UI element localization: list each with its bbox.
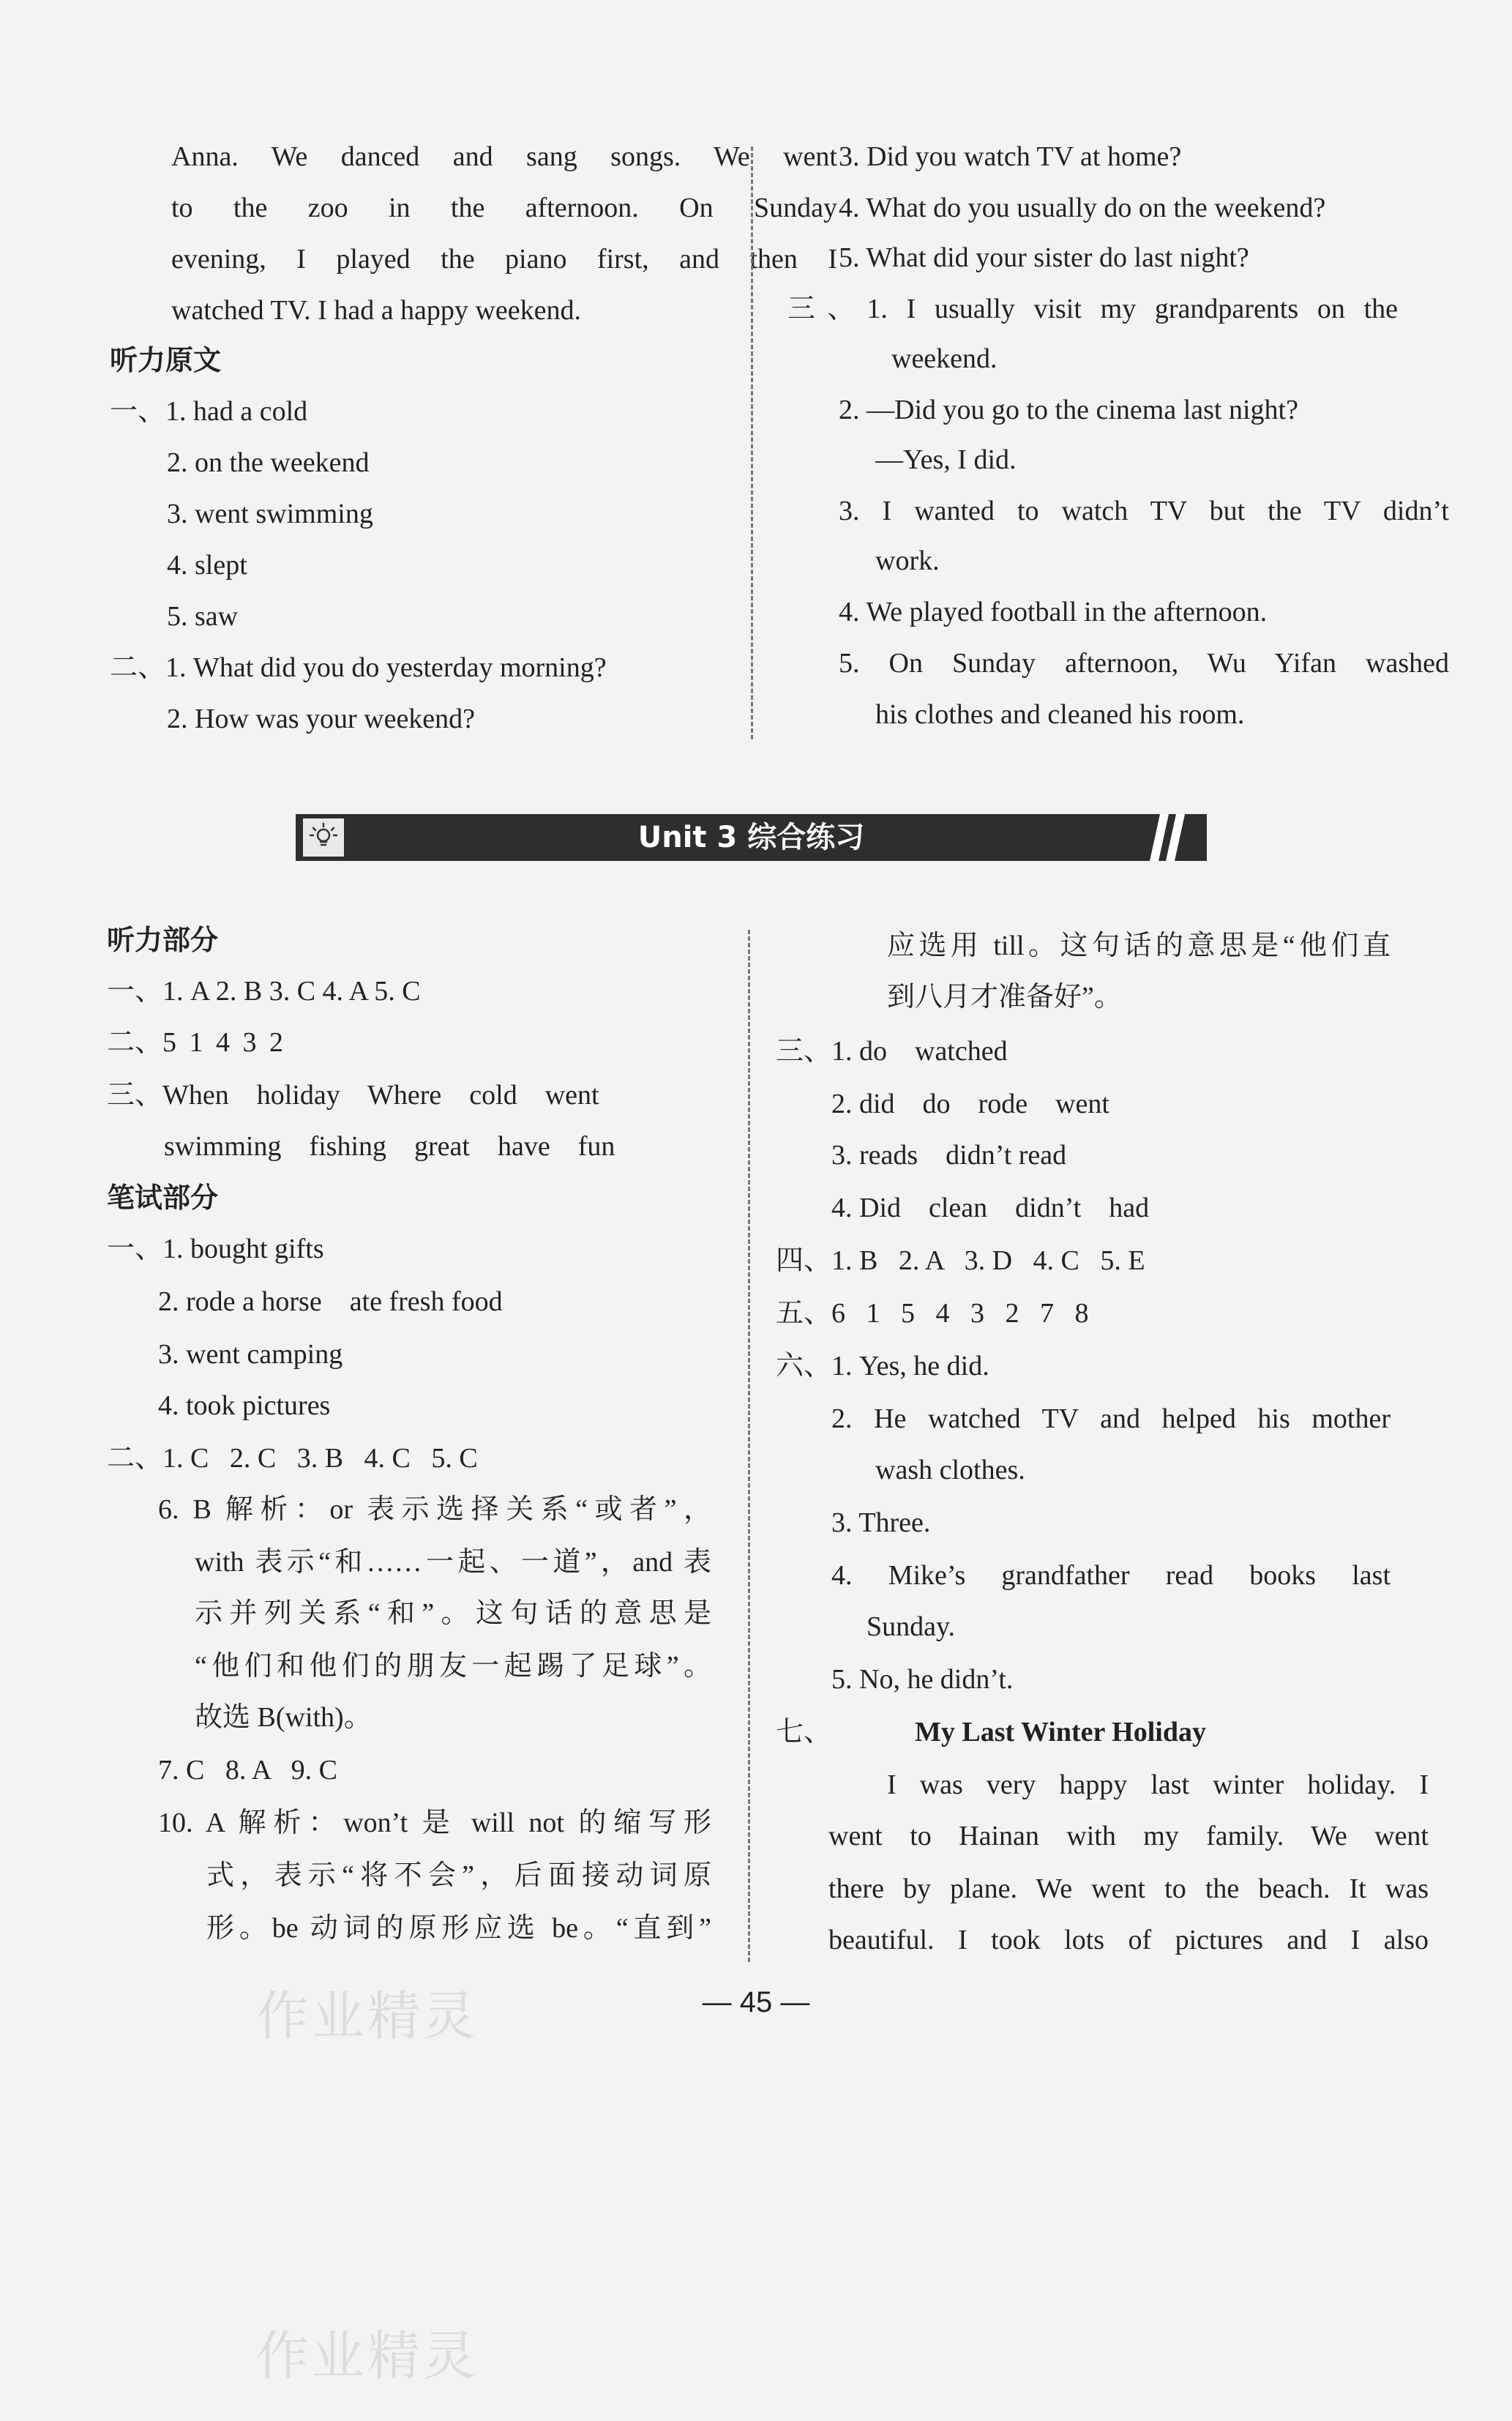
answer-line: 3. reads didn’t read xyxy=(831,1140,1067,1171)
list-item: 5. On Sunday afternoon, Wu Yifan washed xyxy=(839,648,1449,679)
watermark: 作业精灵 xyxy=(256,1985,479,2047)
explanation-line: 应选用 till。这句话的意思是“他们直 xyxy=(887,930,1391,961)
text-line: to the zoo in the afternoon. On Sunday xyxy=(171,193,837,223)
page-number: — 45 — xyxy=(702,1986,810,2018)
explanation-line: 故选 B(with)。 xyxy=(195,1702,372,1733)
essay-label: 七、 xyxy=(776,1717,832,1747)
list-item: 4. slept xyxy=(167,550,247,581)
answer-line: 2. He watched TV and helped his mother xyxy=(831,1403,1391,1434)
list-item: work. xyxy=(875,545,940,576)
answer-line: 三、1. do watched xyxy=(776,1036,1008,1067)
text-line: watched TV. I had a happy weekend. xyxy=(171,295,581,326)
answer-line: 四、1. B 2. A 3. D 4. C 5. E xyxy=(776,1245,1145,1276)
essay-line: I was very happy last winter holiday. I xyxy=(887,1769,1429,1800)
list-item: 2. —Did you go to the cinema last night? xyxy=(839,395,1298,425)
list-item: 二、1. What did you do yesterday morning? xyxy=(110,652,607,683)
essay-line: there by plane. We went to the beach. It was xyxy=(828,1873,1429,1904)
banner-stripes xyxy=(1145,814,1197,861)
answer-line: Sunday. xyxy=(867,1611,956,1642)
list-item: 3. Did you watch TV at home? xyxy=(839,141,1182,172)
answer-line: 二、1. C 2. C 3. B 4. C 5. C xyxy=(107,1443,478,1474)
answer-line: 4. took pictures xyxy=(158,1390,331,1421)
explanation-line: “他们和他们的朋友一起踢了足球”。 xyxy=(195,1651,711,1682)
section-heading: 听力部分 xyxy=(107,924,219,956)
section-heading: 听力原文 xyxy=(110,344,222,376)
answer-line: 7. C 8. A 9. C xyxy=(158,1755,337,1786)
answer-line: 三、When holiday Where cold went xyxy=(107,1080,599,1111)
explanation-line: 示并列关系“和”。这句话的意思是 xyxy=(195,1598,711,1629)
answer-line: wash clothes. xyxy=(875,1455,1025,1485)
unit-title: Unit 3 综合练习 xyxy=(637,821,865,854)
list-item: weekend. xyxy=(891,343,998,374)
list-item: 4. What do you usually do on the weekend? xyxy=(839,193,1326,223)
answer-line: 2. rode a horse ate fresh food xyxy=(158,1286,503,1317)
answer-line: 4. Mike’s grandfather read books last xyxy=(831,1560,1391,1591)
answer-line: swimming fishing great have fun xyxy=(164,1131,615,1162)
answer-line: 二、5 1 4 3 2 xyxy=(107,1027,284,1058)
text-line: evening, I played the piano first, and then I xyxy=(171,244,837,275)
column-divider-bottom xyxy=(748,930,750,1962)
answer-line: 3. Three. xyxy=(831,1507,931,1538)
essay-line: went to Hainan with my family. We went xyxy=(828,1821,1429,1851)
list-item: —Yes, I did. xyxy=(875,444,1017,475)
explanation-line: 到八月才准备好”。 xyxy=(887,982,1122,1012)
explanation-line: 6. B 解析：or 表示选择关系“或者”， xyxy=(158,1494,711,1525)
answer-line: 一、1. A 2. B 3. C 4. A 5. C xyxy=(107,976,421,1007)
explanation-line: 形。be 动词的原形应选 be。“直到” xyxy=(206,1913,711,1944)
essay-title: My Last Winter Holiday xyxy=(915,1717,1206,1747)
column-divider-top xyxy=(751,146,753,739)
text-line: Anna. We danced and sang songs. We went xyxy=(171,141,837,172)
list-item: 2. on the weekend xyxy=(167,447,370,478)
essay-line: beautiful. I took lots of pictures and I also xyxy=(828,1925,1429,1955)
answer-line: 五、6 1 5 4 3 2 7 8 xyxy=(776,1298,1089,1329)
list-item: 一、1. had a cold xyxy=(110,396,308,427)
unit-banner xyxy=(296,814,1207,861)
list-item: 5. saw xyxy=(167,601,239,632)
explanation-line: with 表示“和……一起、一道”，and 表 xyxy=(195,1547,711,1578)
list-item: 三、1. I usually visit my grandparents on the xyxy=(787,294,1398,324)
explanation-line: 10. A 解析：won’t 是 will not 的缩写形 xyxy=(158,1808,711,1838)
watermark: 作业精灵 xyxy=(256,2325,479,2387)
list-item: 3. went swimming xyxy=(167,499,373,529)
list-item: 5. What did your sister do last night? xyxy=(839,242,1249,273)
answer-line: 3. went camping xyxy=(158,1339,343,1370)
answer-line: 2. did do rode went xyxy=(831,1089,1109,1119)
list-item: his clothes and cleaned his room. xyxy=(875,699,1245,730)
list-item: 3. I wanted to watch TV but the TV didn’t xyxy=(839,496,1449,526)
answer-line: 六、1. Yes, he did. xyxy=(776,1351,989,1381)
explanation-line: 式，表示“将不会”，后面接动词原 xyxy=(206,1860,711,1891)
answer-line: 一、1. bought gifts xyxy=(107,1234,324,1264)
list-item: 2. How was your weekend? xyxy=(167,704,476,734)
list-item: 4. We played football in the afternoon. xyxy=(839,597,1268,627)
answer-line: 5. No, he didn’t. xyxy=(831,1664,1014,1695)
answer-line: 4. Did clean didn’t had xyxy=(831,1193,1150,1223)
section-heading: 笔试部分 xyxy=(107,1182,219,1214)
